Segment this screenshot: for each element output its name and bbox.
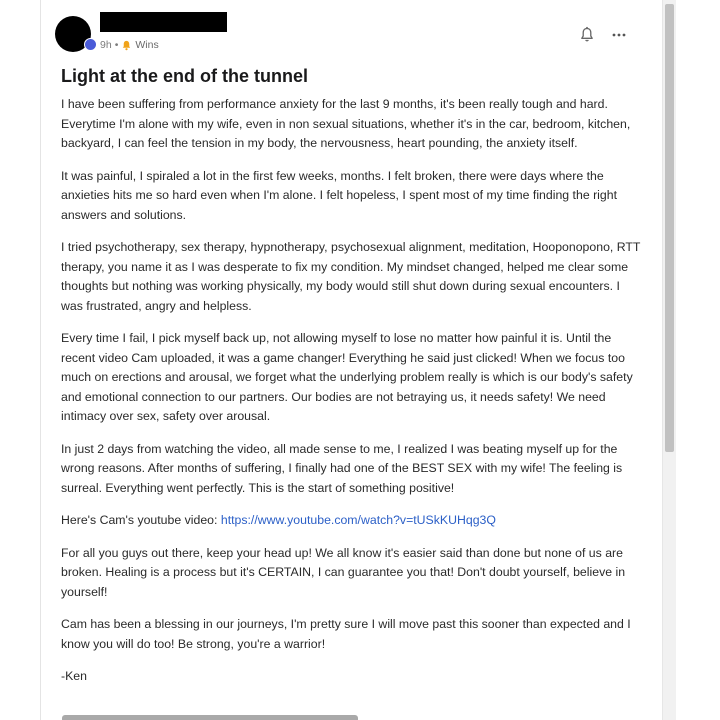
link-prefix: Here's Cam's youtube video: (61, 513, 221, 527)
post-flair[interactable]: Wins (135, 39, 159, 51)
post-body (61, 95, 641, 700)
scrollbar-thumb[interactable] (665, 4, 674, 452)
post-signature: -Ken (61, 669, 87, 683)
youtube-link[interactable]: https://www.youtube.com/watch?v=tUSkKUHqg3Q (220, 513, 496, 527)
notification-bell-icon[interactable] (578, 26, 596, 44)
post-paragraph: In just 2 days from watching the video, all made sense to me, I realized I was beating myself up for the wrong reasons. After months of suffering, I finally had one of the BEST SEX with my wife! The feeling is surreal. Everything went perfectly. This is the start of something positive! (61, 441, 623, 495)
horizontal-scrollbar[interactable] (62, 715, 358, 720)
post-paragraph: I have been suffering from performance anxiety for the last 9 months, it's been really tough and hard. Everytime I'm alone with my wife, even in non sexual situations, whether it's in the car, bedroom, kitchen, backyard, I can feel the tension in my body, the nervousness, heart pounding, the anxiety itself. (61, 97, 631, 150)
post-time: 9h (100, 39, 112, 51)
flair-bell-icon (121, 40, 132, 51)
post-paragraph: It was painful, I spiraled a lot in the first few weeks, months. I felt broken, there were days where the anxieties hits me so hard even when I'm alone. I felt hopeless, I spent most of my time finding the right answers and solutions. (61, 168, 617, 222)
post-title: Light at the end of the tunnel (61, 66, 308, 86)
avatar-badge (84, 38, 97, 51)
more-options-icon[interactable] (608, 26, 630, 44)
post-paragraph: Every time I fail, I pick myself back up, not allowing myself to lose no matter how painful it is. Until the recent video Cam uploaded, it was a game changer! Everything he said just clicked! When we focus too much on erections and arousal, we forget what the underlying problem really is which is our body's safety and emotional connection to our partners. Our bodies are not betraying us, it needs safety! We need intimacy over sex, safety over arousal. (61, 331, 633, 423)
username-redacted[interactable] (100, 12, 227, 32)
post-meta (100, 37, 159, 53)
post-paragraph: Cam has been a blessing in our journeys, I'm pretty sure I will move past this sooner than expected and I know you will do too! Be strong, you're a warrior! (61, 617, 631, 651)
post-paragraph: I tried psychotherapy, sex therapy, hypnotherapy, psychosexual alignment, meditation, Hooponopono, RTT therapy, you name it as I was desperate to fix my condition. My mindset changed, helped me clear some thoughts but nothing was working physically, my body would still shut down during sexual encounters. I was frustrated, angry and helpless. (61, 240, 641, 313)
scrollbar[interactable] (662, 0, 676, 720)
post-paragraph: For all you guys out there, keep your head up! We all know it's easier said than done but none of us are broken. Healing is a process but it's CERTAIN, I can guarantee you that! Don't doubt yourself, believe in yourself! (61, 545, 626, 599)
meta-separator: • (114, 39, 119, 51)
link-paragraph (61, 511, 641, 531)
